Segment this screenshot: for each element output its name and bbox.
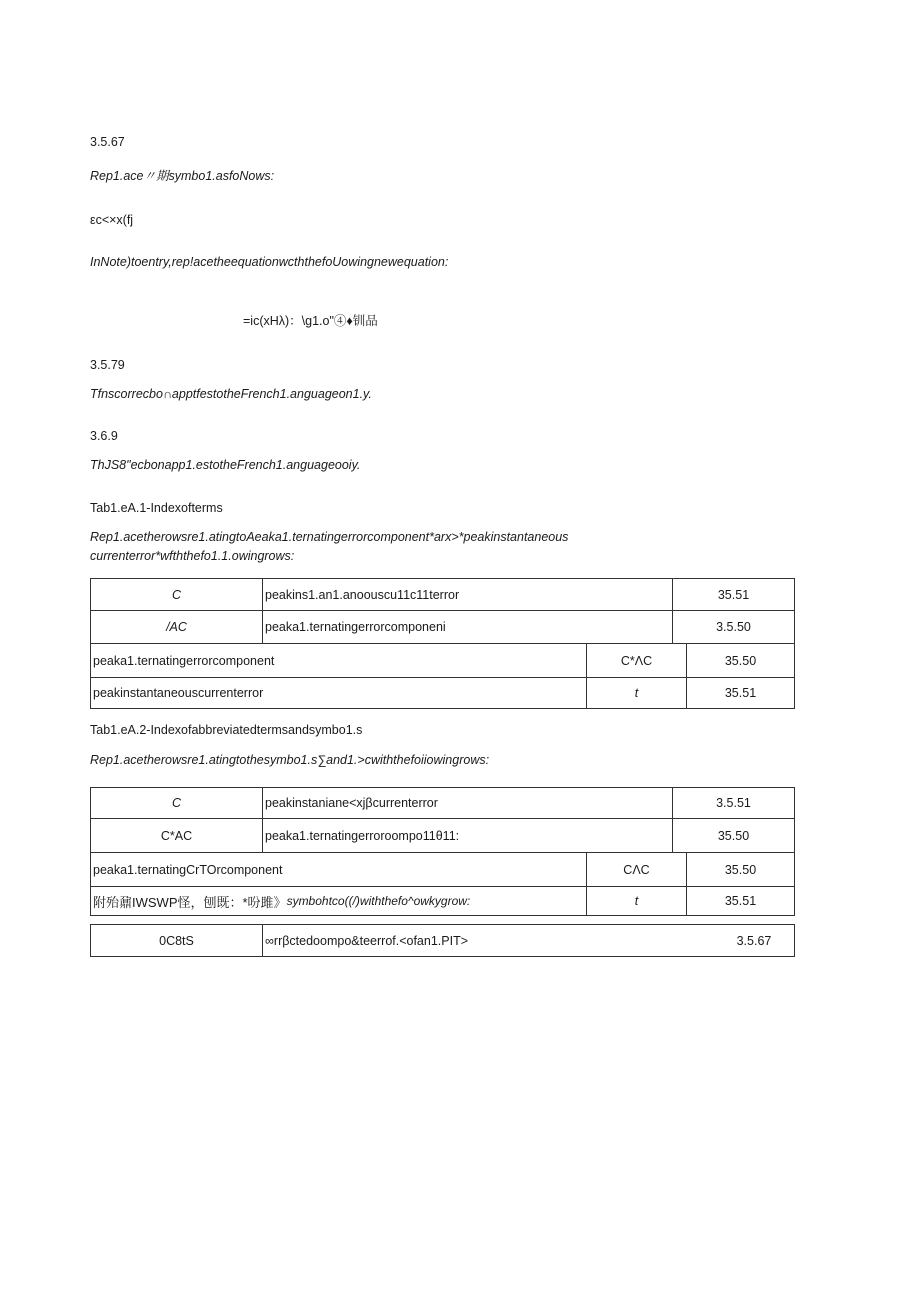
table-a1-instruction: Rep1.acetherowsre1.atingtoAeaka1.ternatingerrorcomponent*arx>*peakinstantaneous [90, 530, 569, 544]
symbol-cell: t [586, 887, 686, 915]
table-row [91, 677, 794, 708]
term-cell: peaka1.ternatingerroroompo11θ11: [262, 819, 672, 852]
table-a2 [90, 787, 795, 916]
ref-cell: 3.5.50 [672, 611, 794, 643]
clause-number-3-5-79: 3.5.79 [90, 358, 125, 372]
table-a2-caption: Tab1.eA.2-Indexofabbreviatedtermsandsymbo1.s [90, 723, 363, 737]
term-prefix: 附殆鼐IWSWP怪，刨既：*吩雎》 [93, 894, 287, 910]
table-row [91, 579, 794, 610]
symbol-cell: t [586, 678, 686, 708]
symbol-cell: C [171, 796, 182, 810]
symbol-cell: /AC [166, 620, 187, 634]
new-equation: =ic(xHλ)：\g1.o"④♦钏品 [243, 314, 378, 328]
table-row [91, 925, 794, 956]
symbol-cell: C*AC [160, 828, 193, 843]
term-cell: peaka1.ternatingerrorcomponent [93, 653, 275, 668]
ref-cell: 35.51 [686, 678, 794, 708]
ref-cell: 35.50 [686, 644, 794, 677]
symbol-cell: 0C8tS [159, 933, 194, 948]
term-cell: peakinstantaneouscurrenterror [93, 686, 264, 700]
ref-cell: 3.5.67 [736, 933, 772, 948]
term-cell: ∞rrβctedoompo&teerrof.<ofan1.PIT> [262, 925, 794, 956]
ref-cell: 35.51 [672, 579, 794, 610]
ref-cell: 35.50 [686, 853, 794, 886]
ref-cell: 35.50 [672, 819, 794, 852]
table-row [91, 818, 794, 852]
clause-number-3-6-9: 3.6.9 [90, 429, 118, 443]
term-cell: peaka1.ternatingerrorcomponeni [262, 611, 672, 643]
symbol-cell: C*ΛC [586, 644, 686, 677]
note-instruction: InNote)toentry,rep!acetheequationwcththefoUowingnewequation: [90, 255, 449, 269]
symbol-cell: C [171, 587, 182, 602]
table-a1 [90, 578, 795, 709]
table-a1-caption: Tab1.eA.1-Indexofterms [90, 501, 223, 515]
replace-symbol-instruction: Rep1.ace〃期symbo1.asfoNows: [90, 169, 275, 183]
symbol-expression: εc<×x(fj [90, 213, 134, 227]
clause-number-3-5-67: 3.5.67 [90, 135, 125, 149]
term-suffix: symbohtco((/)withthefo^owkygrow: [286, 894, 471, 908]
clause-3-6-9-text: ThJS8"ecbonapp1.estotheFrench1.anguageooiy. [90, 458, 361, 472]
term-cell: peakinstaniane<xjβcurrenterror [262, 788, 672, 818]
table-row [91, 643, 794, 677]
table-a1-instruction-cont: currenterror*wfththefo1.1.owingrows: [90, 549, 295, 563]
table-a3 [90, 924, 795, 957]
table-row [91, 610, 794, 643]
ref-cell: 35.51 [686, 887, 794, 915]
term-cell: peakins1.an1.anoouscu11c11terror [262, 579, 672, 610]
term-cell: peaka1.ternatingCrTOrcomponent [93, 862, 283, 877]
symbol-cell: CΛC [586, 853, 686, 886]
term-cell [91, 887, 586, 915]
table-row [91, 852, 794, 886]
clause-3-5-79-text: Tfnscorrecbo∩apptfestotheFrench1.anguageon1.y. [90, 387, 372, 401]
table-row [91, 788, 794, 818]
table-row [91, 886, 794, 915]
ref-cell: 3.5.51 [672, 788, 794, 818]
table-a2-instruction: Rep1.acetherowsre1.atingtothesymbo1.s∑and1.>cwiththefoiiowingrows: [90, 753, 490, 767]
